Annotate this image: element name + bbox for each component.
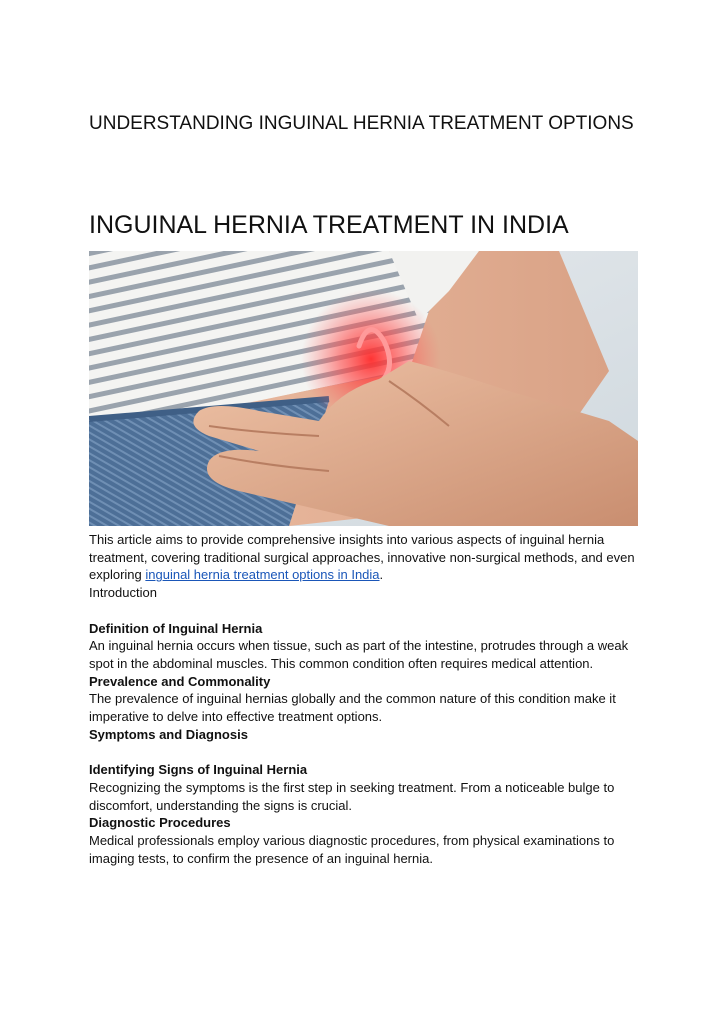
section-body-definition: An inguinal hernia occurs when tissue, such as part of the intestine, protrudes through a weak spot in the abdominal muscles. This common condition often requires medical attention. — [89, 638, 629, 671]
hernia-illustration-photo — [89, 251, 638, 526]
section-heading-definition: Definition of Inguinal Hernia — [89, 620, 263, 636]
treatment-options-link[interactable]: inguinal hernia treatment options in India — [145, 567, 380, 583]
introduction-label: Introduction — [89, 585, 157, 601]
section-body-diagnostic: Medical professionals employ various diagnostic procedures, from physical examinations to imaging tests, to confirm the presence of an inguinal hernia. — [89, 832, 615, 866]
article-body — [89, 531, 649, 867]
section-body-identifying-signs: Recognizing the symptoms is the first step in seeking treatment. From a noticeable bulge to discomfort, understanding the signs is crucial. — [89, 779, 615, 813]
section-heading-diagnostic: Diagnostic Procedures — [89, 815, 231, 831]
document-title: UNDERSTANDING INGUINAL HERNIA TREATMENT OPTIONS — [89, 113, 634, 134]
section-heading: INGUINAL HERNIA TREATMENT IN INDIA — [89, 211, 569, 239]
section-heading-identifying-signs: Identifying Signs of Inguinal Hernia — [89, 762, 308, 778]
section-heading-prevalence: Prevalence and Commonality — [89, 673, 271, 689]
section-heading-symptoms: Symptoms and Diagnosis — [89, 726, 248, 742]
intro-paragraph: This article aims to provide comprehensive insights into various aspects of inguinal hernia treatment, covering traditional surgical approaches, innovative non-surgical methods, and even exploring inguinal hernia treatment options in India. — [89, 532, 635, 583]
section-body-prevalence: The prevalence of inguinal hernias globally and the common nature of this condition make it imperative to delve into effective treatment options. — [89, 691, 616, 725]
